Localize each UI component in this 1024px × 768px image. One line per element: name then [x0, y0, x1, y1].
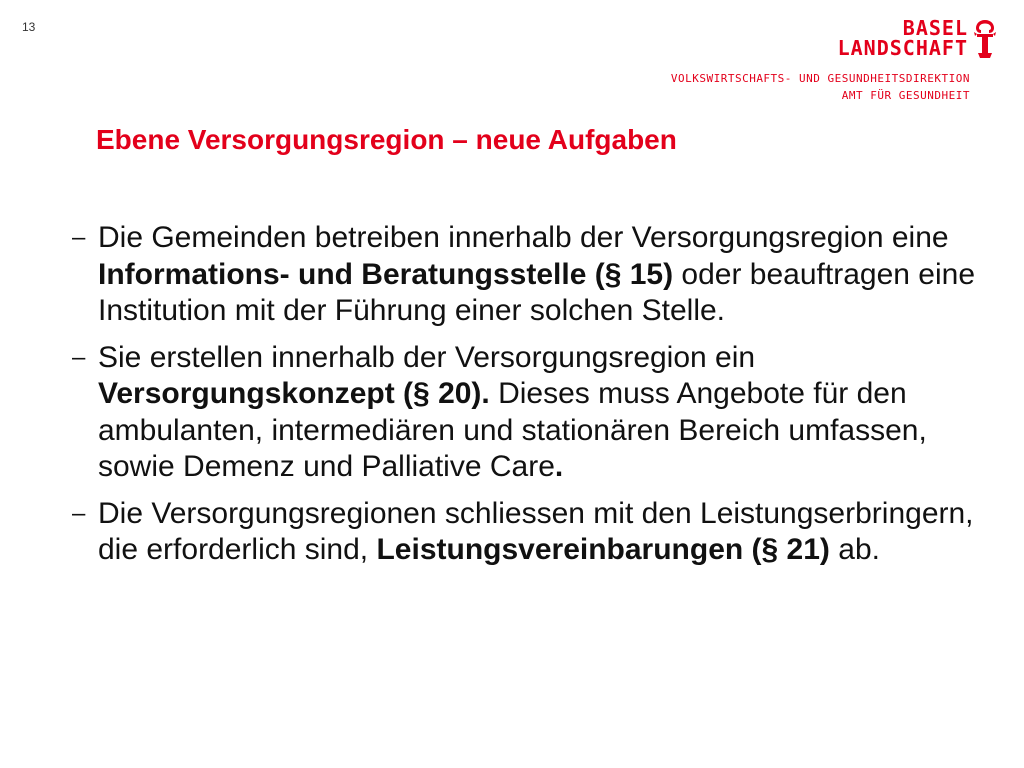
- basel-landschaft-logo: [838, 18, 998, 60]
- bullet-marker: –: [72, 224, 86, 251]
- bullet-item-versorgungskonzept: [44, 340, 994, 486]
- bullet-text: oder beauftragen eine Institution mit der Führung einer solchen Stelle.: [98, 257, 975, 327]
- baselbiet-staff-icon: [972, 18, 998, 60]
- bullet-bold-text: Leistungsvereinbarungen (§ 21): [376, 533, 830, 566]
- bullet-text: Dieses muss Angebote für den ambulanten, intermediären und stationären Bereich umfassen, sowie Demenz und Palliative Care: [98, 377, 927, 483]
- department-header: [671, 70, 970, 104]
- bullet-item-leistungsvereinbarungen: [44, 496, 994, 569]
- bullet-item-informationsstelle: [44, 220, 994, 330]
- bullet-text: Die Gemeinden betreiben innerhalb der Versorgungsregion eine: [98, 221, 949, 254]
- bullet-bold-text: .: [554, 450, 564, 483]
- bullet-list: [44, 220, 994, 579]
- logo-text: [838, 18, 968, 58]
- logo-line-landschaft: LANDSCHAFT: [837, 36, 968, 60]
- bullet-marker: –: [72, 499, 86, 527]
- slide-title: Ebene Versorgungsregion – neue Aufgaben: [96, 124, 677, 155]
- bullet-bold-text: Versorgungskonzept (§ 20).: [98, 377, 490, 410]
- logo-line-basel: BASEL: [902, 16, 968, 40]
- bullet-marker: –: [72, 343, 86, 371]
- bullet-text: Sie erstellen innerhalb der Versorgungsregion ein: [98, 340, 756, 374]
- page-number: 13: [22, 20, 36, 34]
- department-line-2: AMT FÜR GESUNDHEIT: [841, 89, 970, 102]
- bullet-text: Die Versorgungsregionen schliessen mit den Leistungserbringern, die erforderlich sind,: [98, 496, 974, 566]
- bullet-text: ab.: [829, 533, 880, 566]
- department-line-1: VOLKSWIRTSCHAFTS- UND GESUNDHEITSDIREKTION: [670, 72, 970, 85]
- bullet-bold-text: Informations- und Beratungsstelle (§ 15): [98, 257, 674, 291]
